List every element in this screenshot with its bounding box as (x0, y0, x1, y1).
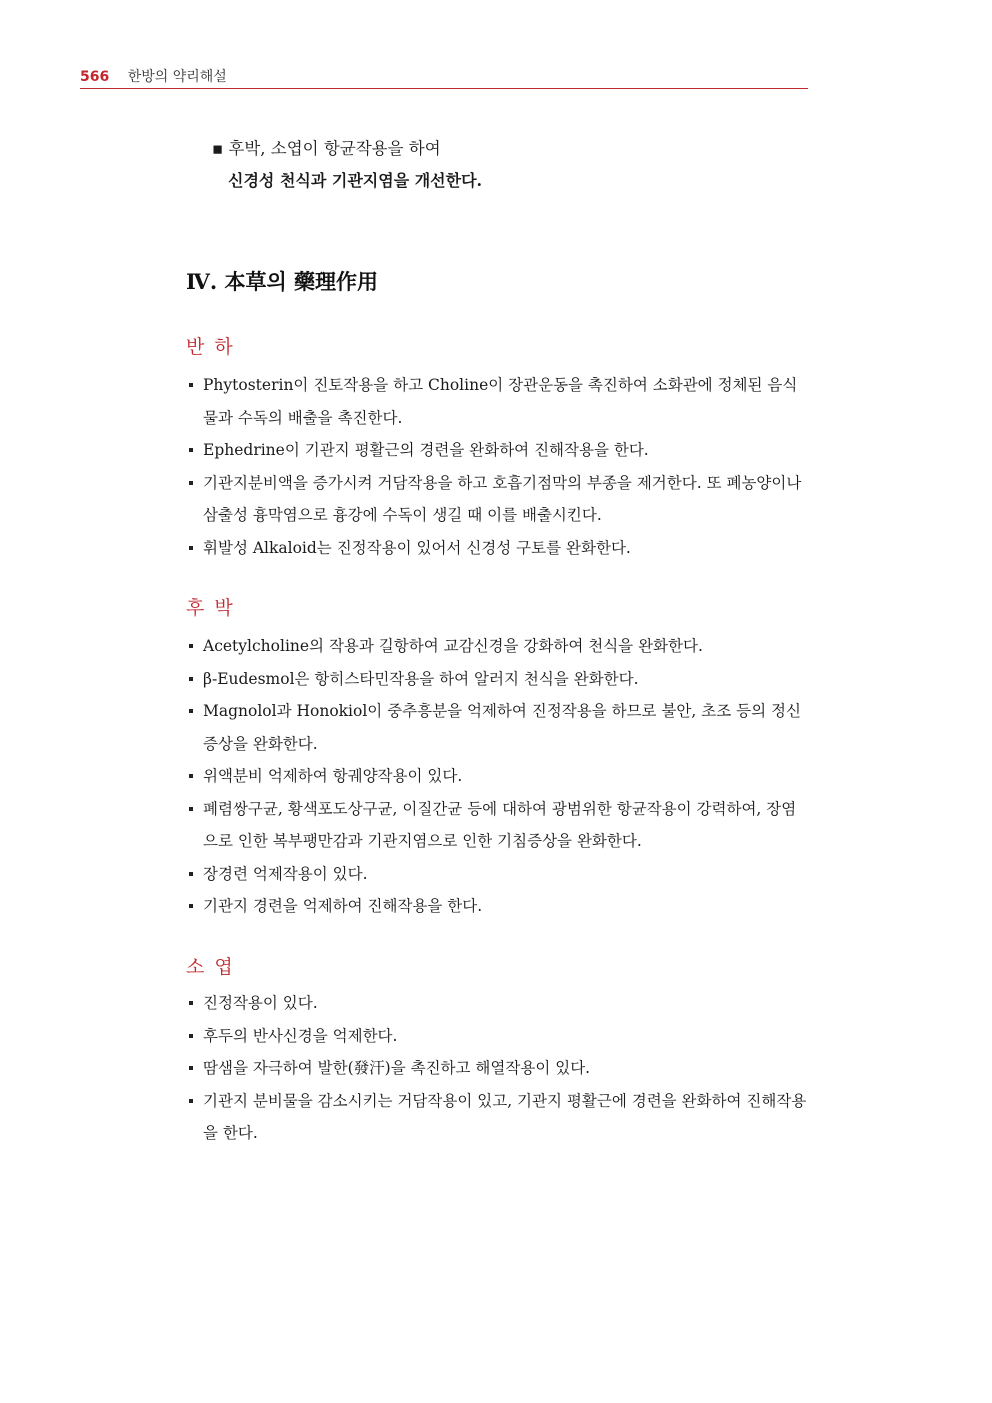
list-item: 후두의 반사신경을 억제한다. (186, 1020, 810, 1053)
section-title: Ⅳ. 本草의 藥理作用 (186, 269, 379, 294)
list-item: 기관지 분비물을 감소시키는 거담작용이 있고, 기관지 평활근에 경련을 완화하여 진해작용을 한다. (186, 1085, 810, 1150)
list-item: β-Eudesmol은 항히스타민작용을 하여 알러지 천식을 완화한다. (186, 663, 810, 696)
list-item: 진정작용이 있다. (186, 987, 810, 1020)
page-header (80, 66, 808, 89)
herb-heading-soyeop: 소엽 (186, 956, 243, 978)
list-item: Acetylcholine의 작용과 길항하여 교감신경을 강화하여 천식을 완화한다. (186, 630, 810, 663)
herb-list-soyeop (186, 987, 810, 1150)
herb-list-banha (186, 369, 810, 564)
herb-heading-banha: 반하 (186, 336, 243, 358)
list-item: 기관지분비액을 증가시켜 거담작용을 하고 호흡기점막의 부종을 제거한다. 또 폐농양이나 삼출성 흉막염으로 흉강에 수독이 생길 때 이를 배출시킨다. (186, 467, 810, 532)
herb-list-hubak (186, 630, 810, 923)
herb-heading-hubak: 후박 (186, 597, 243, 619)
list-item: Phytosterin이 진토작용을 하고 Choline이 장관운동을 촉진하여 소화관에 정체된 음식물과 수독의 배출을 촉진한다. (186, 369, 810, 434)
summary-line-2: 신경성 천식과 기관지염을 개선한다. (228, 171, 483, 190)
book-title: 한방의 약리해설 (127, 69, 227, 85)
summary-box (212, 138, 482, 192)
list-item: 휘발성 Alkaloid는 진정작용이 있어서 신경성 구토를 완화한다. (186, 532, 810, 565)
list-item: 위액분비 억제하여 항궤양작용이 있다. (186, 760, 810, 793)
list-item: 장경련 억제작용이 있다. (186, 858, 810, 891)
list-item: Ephedrine이 기관지 평활근의 경련을 완화하여 진해작용을 한다. (186, 434, 810, 467)
list-item: Magnolol과 Honokiol이 중추흥분을 억제하여 진정작용을 하므로 불안, 초조 등의 정신증상을 완화한다. (186, 695, 810, 760)
list-item: 땀샘을 자극하여 발한(發汗)을 촉진하고 해열작용이 있다. (186, 1052, 810, 1085)
list-item: 기관지 경련을 억제하여 진해작용을 한다. (186, 890, 810, 923)
list-item: 폐렴쌍구균, 황색포도상구균, 이질간균 등에 대하여 광범위한 항균작용이 강력하여, 장염으로 인한 복부팽만감과 기관지염으로 인한 기침증상을 완화한다. (186, 793, 810, 858)
page-number: 566 (80, 69, 110, 85)
summary-line-1: ▪ 후박, 소엽이 항균작용을 하여 (212, 139, 441, 158)
